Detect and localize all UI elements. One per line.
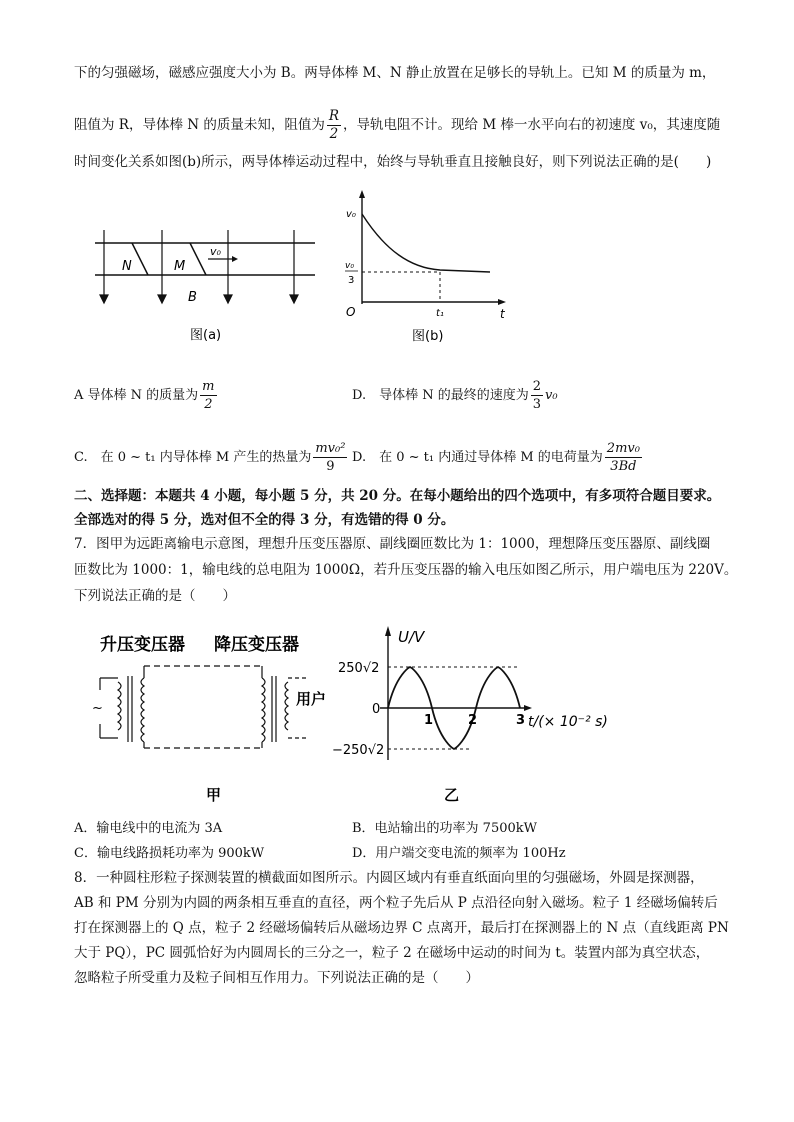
p8-line-3: 打在探测器上的 Q 点，粒子 2 经磁场偏转后从磁场边界 C 点离开，最后打在探测器上的 N 点（直线距离 PN [74, 920, 729, 936]
label-step-up: 升压变压器 [100, 635, 185, 655]
label-peak-neg: −250√2 [332, 743, 385, 758]
frac-den: 2 [329, 126, 339, 142]
p7-line-1: 7．图甲为远距离输电示意图，理想升压变压器原、副线圈匝数比为 1：1000，理想降压变压器原、副线圈 [74, 536, 711, 552]
option-text: A 导体棒 N 的质量为 [74, 388, 199, 403]
p6-option-c[interactable] [74, 440, 349, 475]
ac-source-symbol: ~ [92, 701, 103, 716]
label-peak-pos: 250√2 [338, 661, 380, 676]
figure-a [90, 215, 330, 345]
option-frac [605, 440, 642, 475]
p6-line-2-pre: 阻值为 R，导体棒 N 的质量未知，阻值为 [74, 117, 325, 133]
caption-b: 图(b) [412, 329, 444, 344]
p8-line-1: 8．一种圆柱形粒子探测装置的横截面如图所示。内圆区域内有垂直纸面向里的匀强磁场，外圆是探测器， [74, 870, 704, 886]
label-t-axis: t/(× 10⁻² s) [528, 714, 608, 730]
p7-option-b[interactable]: B．电站输出的功率为 7500kW [352, 821, 538, 836]
tick-2: 2 [468, 713, 478, 728]
section2-line-2: 全部选对的得 5 分，选对但不全的得 3 分，有选错的得 0 分。 [74, 512, 455, 528]
p6-option-d2[interactable] [352, 440, 644, 475]
frac-den: 3 [532, 397, 542, 412]
p8-line-5: 忽略粒子所受重力及粒子间相互作用力。下列说法正确的是（ ） [74, 970, 479, 986]
label-m: M [174, 259, 186, 274]
label-v0: v₀ [210, 245, 221, 258]
p7-line-2: 匝数比为 1000：1，输电线的总电阻为 1000Ω，若升压变压器的输入电压如图乙所示，用户端电压为 220V。 [74, 562, 738, 578]
frac-den: 3Bd [610, 459, 637, 474]
section2-line-1: 二、选择题：本题共 4 小题，每小题 5 分，共 20 分。在每小题给出的四个选项中，有多项符合题目要求。 [74, 488, 721, 504]
p7-option-c[interactable]: C．输电线路损耗功率为 900kW [74, 846, 265, 861]
p6-line-2 [74, 108, 720, 143]
rod-n [132, 243, 148, 275]
label-v0-3-den: 3 [348, 275, 355, 286]
p8-line-2: AB 和 PM 分别为内圆的两条相互垂直的直径，两个粒子先后从 P 点沿径向射入磁场。粒子 1 经磁场偏转后 [74, 895, 718, 911]
label-zero: 0 [372, 702, 381, 717]
caption-yi: 乙 [444, 786, 460, 804]
label-b: B [188, 290, 197, 305]
p6-line-2-post: ，导轨电阻不计。现给 M 棒一水平向右的初速度 v₀，其速度随 [343, 117, 721, 133]
frac-num: R [328, 108, 340, 124]
tick-3: 3 [516, 713, 526, 728]
p6-frac-r-over-2 [327, 108, 341, 143]
option-text: D. 导体棒 N 的最终的速度为 [352, 388, 529, 403]
caption-jia: 甲 [206, 786, 222, 804]
figure-jia [86, 620, 326, 810]
p7-option-a[interactable]: A．输电线中的电流为 3A [74, 821, 223, 836]
p7-option-d[interactable]: D．用户端交变电流的频率为 100Hz [352, 846, 566, 861]
p6-line-1: 下的匀强磁场，磁感应强度大小为 B。两导体棒 M、N 静止放置在足够长的导轨上。已知 M 的质量为 m， [74, 65, 716, 81]
label-t: t [500, 307, 505, 321]
option-suffix: v₀ [545, 388, 558, 403]
p6-line-3: 时间变化关系如图(b)所示，两导体棒运动过程中，始终与导轨垂直且接触良好，则下列说法正确的是( ) [74, 154, 712, 170]
figure-yi [330, 620, 650, 810]
velocity-curve [362, 214, 490, 272]
rod-m [190, 243, 206, 275]
frac-num: m [202, 379, 215, 394]
option-text: D. 在 0 ~ t₁ 内通过导体棒 M 的电荷量为 [352, 450, 603, 465]
frac-num: 2mv₀ [606, 441, 640, 456]
option-frac [531, 378, 543, 413]
label-t1: t₁ [436, 308, 444, 319]
figure-b [340, 190, 520, 348]
step-up-transformer [118, 676, 144, 742]
label-step-down: 降压变压器 [214, 635, 299, 655]
tick-1: 1 [424, 713, 434, 728]
label-n: N [122, 259, 132, 274]
p8-line-4: 大于 PQ），PC 圆弧恰好为内圆周长的三分之一，粒子 2 在磁场中运动的时间为 t。装置内部为真空状态， [74, 945, 710, 961]
frac-den: 9 [326, 459, 335, 474]
label-user: 用户 [296, 690, 326, 708]
option-text: C. 在 0 ~ t₁ 内导体棒 M 产生的热量为 [74, 450, 312, 465]
label-v0-3-num: v₀ [345, 261, 354, 271]
label-v0-top: v₀ [346, 209, 356, 220]
option-frac [313, 440, 347, 475]
step-down-transformer [262, 676, 288, 742]
label-origin: O [346, 305, 356, 319]
frac-den: 2 [204, 397, 213, 412]
label-u-axis: U/V [398, 628, 425, 646]
caption-a: 图(a) [190, 328, 222, 343]
p6-option-a[interactable] [74, 378, 219, 413]
p7-line-3: 下列说法正确的是（ ） [74, 588, 236, 604]
option-frac [200, 378, 216, 413]
frac-num: 2 [532, 379, 542, 394]
p6-option-d1[interactable] [352, 378, 558, 413]
frac-num: mv₀² [315, 441, 346, 456]
